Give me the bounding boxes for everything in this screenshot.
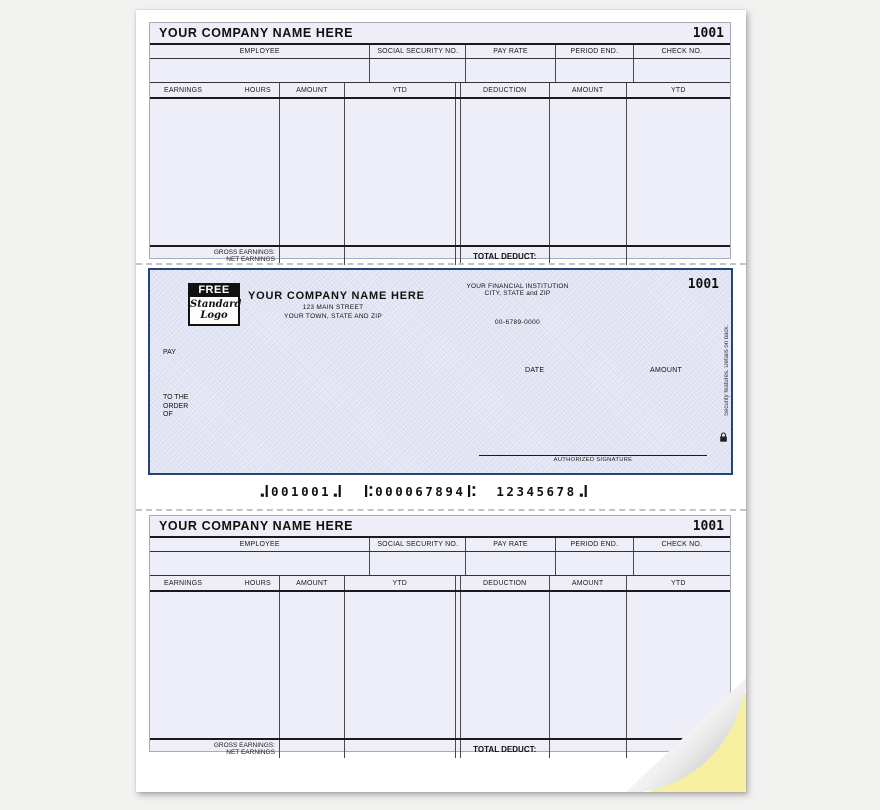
- micr-line: [258, 483, 590, 499]
- padlock-icon: [719, 430, 728, 448]
- stub-header: [150, 516, 730, 538]
- col-amount2-label: AMOUNT: [550, 83, 627, 97]
- col-deduction-label: DEDUCTION: [461, 83, 550, 97]
- body-cell: [627, 99, 730, 245]
- field-ssn: SOCIAL SECURITY NO.: [370, 45, 466, 58]
- field-check-no: CHECK NO.: [661, 541, 703, 548]
- body-cell: [150, 99, 280, 245]
- col-ytd-label: YTD: [345, 576, 456, 590]
- logo-free-banner: FREE: [188, 283, 240, 297]
- order-line-1: TO THE: [163, 394, 189, 401]
- gross-earnings-label: GROSS EARNINGS:: [213, 741, 275, 749]
- pay-stub-top: [149, 22, 731, 263]
- micr-transit-symbol: [364, 485, 373, 497]
- bank-address: CITY, STATE and ZIP: [484, 290, 551, 297]
- stub-check-number: 1001: [692, 25, 724, 41]
- col-hours-label: HOURS: [244, 86, 271, 94]
- stub-field-labels: [150, 45, 730, 59]
- perforation-line-top: [136, 263, 746, 265]
- col-ytd2-label: YTD: [671, 579, 686, 587]
- logo-standard: Standard: [190, 299, 242, 310]
- field-period-end: PERIOD END.: [556, 45, 634, 58]
- col-amount-label: AMOUNT: [280, 83, 345, 97]
- field-blank-cell: [556, 59, 634, 82]
- check-company-name: YOUR COMPANY NAME HERE: [248, 290, 425, 302]
- col-earnings-label: EARNINGS: [164, 86, 203, 94]
- stub-field-labels: [150, 538, 730, 552]
- field-blank-cell: [370, 59, 466, 82]
- field-blank-cell: [466, 59, 556, 82]
- micr-check-number-group: [258, 484, 344, 499]
- logo-logo: Logo: [200, 310, 228, 321]
- field-blank-cell: [556, 552, 634, 575]
- stub-body-cells: [150, 592, 730, 740]
- col-earnings-hours: [150, 83, 280, 97]
- check-bank-block: [450, 283, 585, 326]
- micr-onus-symbol: [333, 485, 342, 497]
- bank-fraction-number: 00-6789-0000: [494, 319, 541, 326]
- stub-body-cells: [150, 99, 730, 247]
- to-the-order-of-label: [163, 394, 188, 420]
- micr-account-group: [496, 484, 589, 499]
- net-earnings-label: NET EARNINGS: [226, 749, 275, 756]
- body-cell: [150, 592, 280, 738]
- field-blank-cell: [150, 552, 370, 575]
- micr-account-number: 12345678: [496, 483, 577, 499]
- body-cell: [345, 592, 456, 738]
- order-line-2: ORDER: [163, 402, 189, 410]
- field-blank-cell: [150, 59, 370, 82]
- field-pay-rate: PAY RATE: [466, 538, 556, 551]
- perforation-line-bottom: [136, 509, 746, 511]
- stub-company-name: YOUR COMPANY NAME HERE: [159, 519, 354, 533]
- stub-totals-row: [150, 740, 730, 758]
- total-deduct-label: TOTAL DEDUCT:: [461, 247, 550, 265]
- check-company-address2: YOUR TOWN, STATE AND ZIP: [283, 313, 383, 320]
- totals-cell: [345, 740, 456, 758]
- micr-routing-group: [362, 484, 478, 499]
- pay-label: PAY: [163, 349, 176, 356]
- col-earnings-hours: [150, 576, 280, 590]
- body-cell: [550, 592, 627, 738]
- micr-check-number: 001001: [271, 483, 332, 499]
- body-cell: [280, 592, 345, 738]
- gross-earnings-label: GROSS EARNINGS:: [213, 248, 275, 256]
- check-company-address1: 123 MAIN STREET: [302, 304, 364, 311]
- micr-onus-symbol: [579, 485, 588, 497]
- col-ytd-label: YTD: [345, 83, 456, 97]
- amount-label: AMOUNT: [650, 367, 683, 374]
- stub-company-name: YOUR COMPANY NAME HERE: [159, 26, 354, 40]
- field-employee: EMPLOYEE: [150, 45, 370, 58]
- check-body: [148, 268, 733, 475]
- field-blank-cell: [370, 552, 466, 575]
- free-standard-logo: [188, 283, 240, 326]
- totals-cell: [550, 740, 627, 758]
- col-hours-label: HOURS: [244, 579, 271, 587]
- micr-transit-symbol: [467, 485, 476, 497]
- stub-check-number: 1001: [692, 518, 724, 534]
- col-amount2-label: AMOUNT: [550, 576, 627, 590]
- stub-field-blanks: [150, 552, 730, 575]
- body-cell: [345, 99, 456, 245]
- body-cell: [280, 99, 345, 245]
- total-deduct-label: TOTAL DEDUCT:: [461, 740, 550, 758]
- net-earnings-label: NET EARNINGS: [226, 256, 275, 263]
- micr-onus-symbol: [260, 485, 269, 497]
- body-cell: [461, 99, 550, 245]
- field-blank-cell: [466, 552, 556, 575]
- order-line-3: OF: [163, 411, 173, 418]
- signature-line: [479, 455, 707, 456]
- pay-stub-bottom: [149, 515, 731, 756]
- micr-routing-number: 000067894: [375, 483, 466, 499]
- field-ssn: SOCIAL SECURITY NO.: [370, 538, 466, 551]
- stub-column-headers: [150, 82, 730, 99]
- stub-column-headers: [150, 575, 730, 592]
- col-ytd2-label: YTD: [671, 86, 686, 94]
- date-label: DATE: [525, 367, 545, 374]
- stub-header: [150, 23, 730, 45]
- authorized-signature-label: AUTHORIZED SIGNATURE: [553, 457, 633, 463]
- field-period-end: PERIOD END.: [556, 538, 634, 551]
- field-pay-rate: PAY RATE: [466, 45, 556, 58]
- check-company-block: [248, 290, 425, 320]
- laser-payroll-check-sheet: [136, 10, 746, 792]
- check-number: 1001: [687, 277, 719, 292]
- stub-field-blanks: [150, 59, 730, 82]
- col-earnings-label: EARNINGS: [164, 579, 203, 587]
- logo-script-text: [188, 297, 240, 326]
- col-amount-label: AMOUNT: [280, 576, 345, 590]
- bank-name: YOUR FINANCIAL INSTITUTION: [466, 283, 569, 290]
- body-cell: [550, 99, 627, 245]
- security-features-note: Security features. Details on back.: [724, 324, 730, 416]
- field-employee: EMPLOYEE: [150, 538, 370, 551]
- col-deduction-label: DEDUCTION: [461, 576, 550, 590]
- totals-cell: [280, 740, 345, 758]
- field-blank-cell: [634, 59, 730, 82]
- signature-area: [479, 455, 707, 463]
- body-cell: [461, 592, 550, 738]
- gross-net-labels: [150, 740, 280, 758]
- field-blank-cell: [634, 552, 730, 575]
- field-check-no: CHECK NO.: [661, 48, 703, 55]
